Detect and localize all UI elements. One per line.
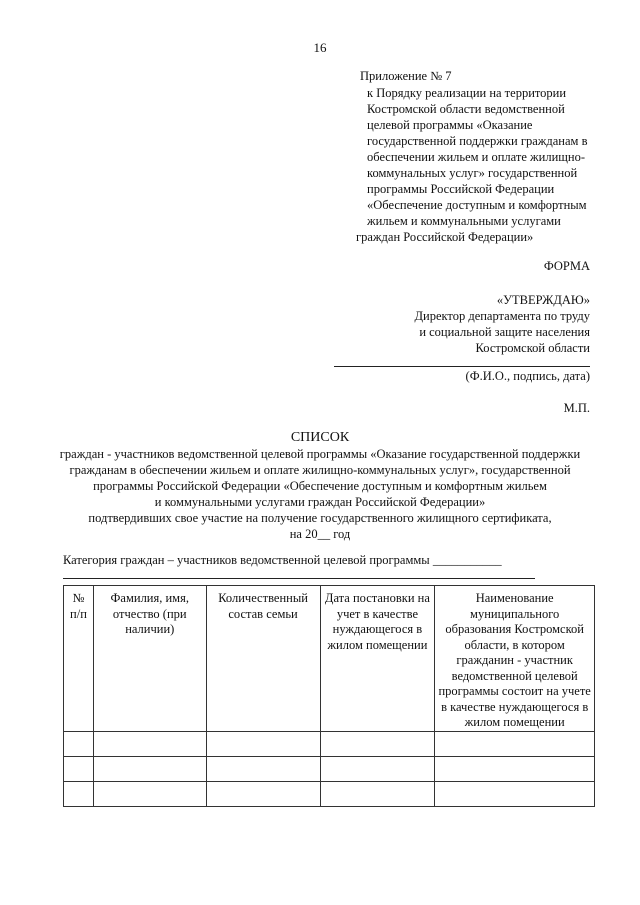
table-row <box>64 756 595 781</box>
list-title: СПИСОК <box>290 430 350 445</box>
annex-line: жильем и коммунальными услугами <box>367 214 561 228</box>
header-municipality: Наименование муниципального образования Костромской области, в котором гражданин - участник ведомственной целевой программы состоит на учете в качестве нуждающегося в жилом помещении <box>435 586 595 732</box>
table-header-row <box>64 586 595 732</box>
stamp-label: М.П. <box>563 401 590 415</box>
table-cell <box>64 731 94 756</box>
annex-title: Приложение № 7 <box>360 69 452 83</box>
table-cell <box>435 731 595 756</box>
table-cell <box>206 756 320 781</box>
category-underline <box>63 578 535 579</box>
category-label: Категория граждан – участников ведомственной целевой программы <box>63 553 430 567</box>
table-cell <box>320 756 435 781</box>
header-registration-date: Дата постановки на учет в качестве нуждающегося в жилом помещении <box>320 586 435 732</box>
citizens-table <box>63 585 595 807</box>
table-cell <box>320 731 435 756</box>
table-cell <box>435 781 595 806</box>
header-family-size: Количественный состав семьи <box>206 586 320 732</box>
annex-line: целевой программы «Оказание <box>367 118 533 132</box>
table-cell <box>64 756 94 781</box>
table-cell <box>93 781 206 806</box>
table-row <box>64 781 595 806</box>
list-subtitle-line: на 20__ год <box>289 527 351 541</box>
annex-line: коммунальных услуг» государственной <box>367 166 578 180</box>
table-cell <box>93 756 206 781</box>
signature-line <box>334 366 590 367</box>
annex-line: «Обеспечение доступным и комфортным <box>367 198 587 212</box>
list-subtitle-line: гражданам в обеспечении жильем и оплате жилищно-коммунальных услуг», государственной <box>69 463 571 477</box>
annex-line: программы Российской Федерации <box>367 182 555 196</box>
annex-line: граждан Российской Федерации» <box>356 230 534 244</box>
annex-line: государственной поддержки гражданам в <box>367 134 588 148</box>
list-subtitle-line: граждан - участников ведомственной целевой программы «Оказание государственной поддержки <box>59 447 581 461</box>
form-label: ФОРМА <box>543 259 590 273</box>
approval-label: «УТВЕРЖДАЮ» <box>496 293 590 307</box>
table-cell <box>93 731 206 756</box>
annex-line: обеспечении жильем и оплате жилищно- <box>367 150 585 164</box>
approval-position: Костромской области <box>475 341 590 355</box>
approval-position: Директор департамента по труду <box>414 309 590 323</box>
category-blank: ___________ <box>432 553 502 567</box>
table-cell <box>206 781 320 806</box>
list-subtitle-line: подтвердивших свое участие на получение государственного жилищного сертификата, <box>88 511 552 525</box>
annex-line: к Порядку реализации на территории <box>367 86 567 100</box>
header-name: Фамилия, имя, отчество (при наличии) <box>93 586 206 732</box>
table-cell <box>320 781 435 806</box>
signature-hint: (Ф.И.О., подпись, дата) <box>465 369 590 383</box>
page-number: 16 <box>313 40 327 55</box>
approval-position: и социальной защите населения <box>419 325 590 339</box>
list-subtitle-line: и коммунальными услугами граждан Российской Федерации» <box>154 495 486 509</box>
table-row <box>64 731 595 756</box>
table-cell <box>64 781 94 806</box>
category-line <box>63 553 502 568</box>
header-number: № п/п <box>64 586 94 732</box>
list-subtitle-line: программы Российской Федерации «Обеспечение доступным и комфортным жильем <box>93 479 547 493</box>
table-cell <box>435 756 595 781</box>
annex-line: Костромской области ведомственной <box>367 102 565 116</box>
table-cell <box>206 731 320 756</box>
